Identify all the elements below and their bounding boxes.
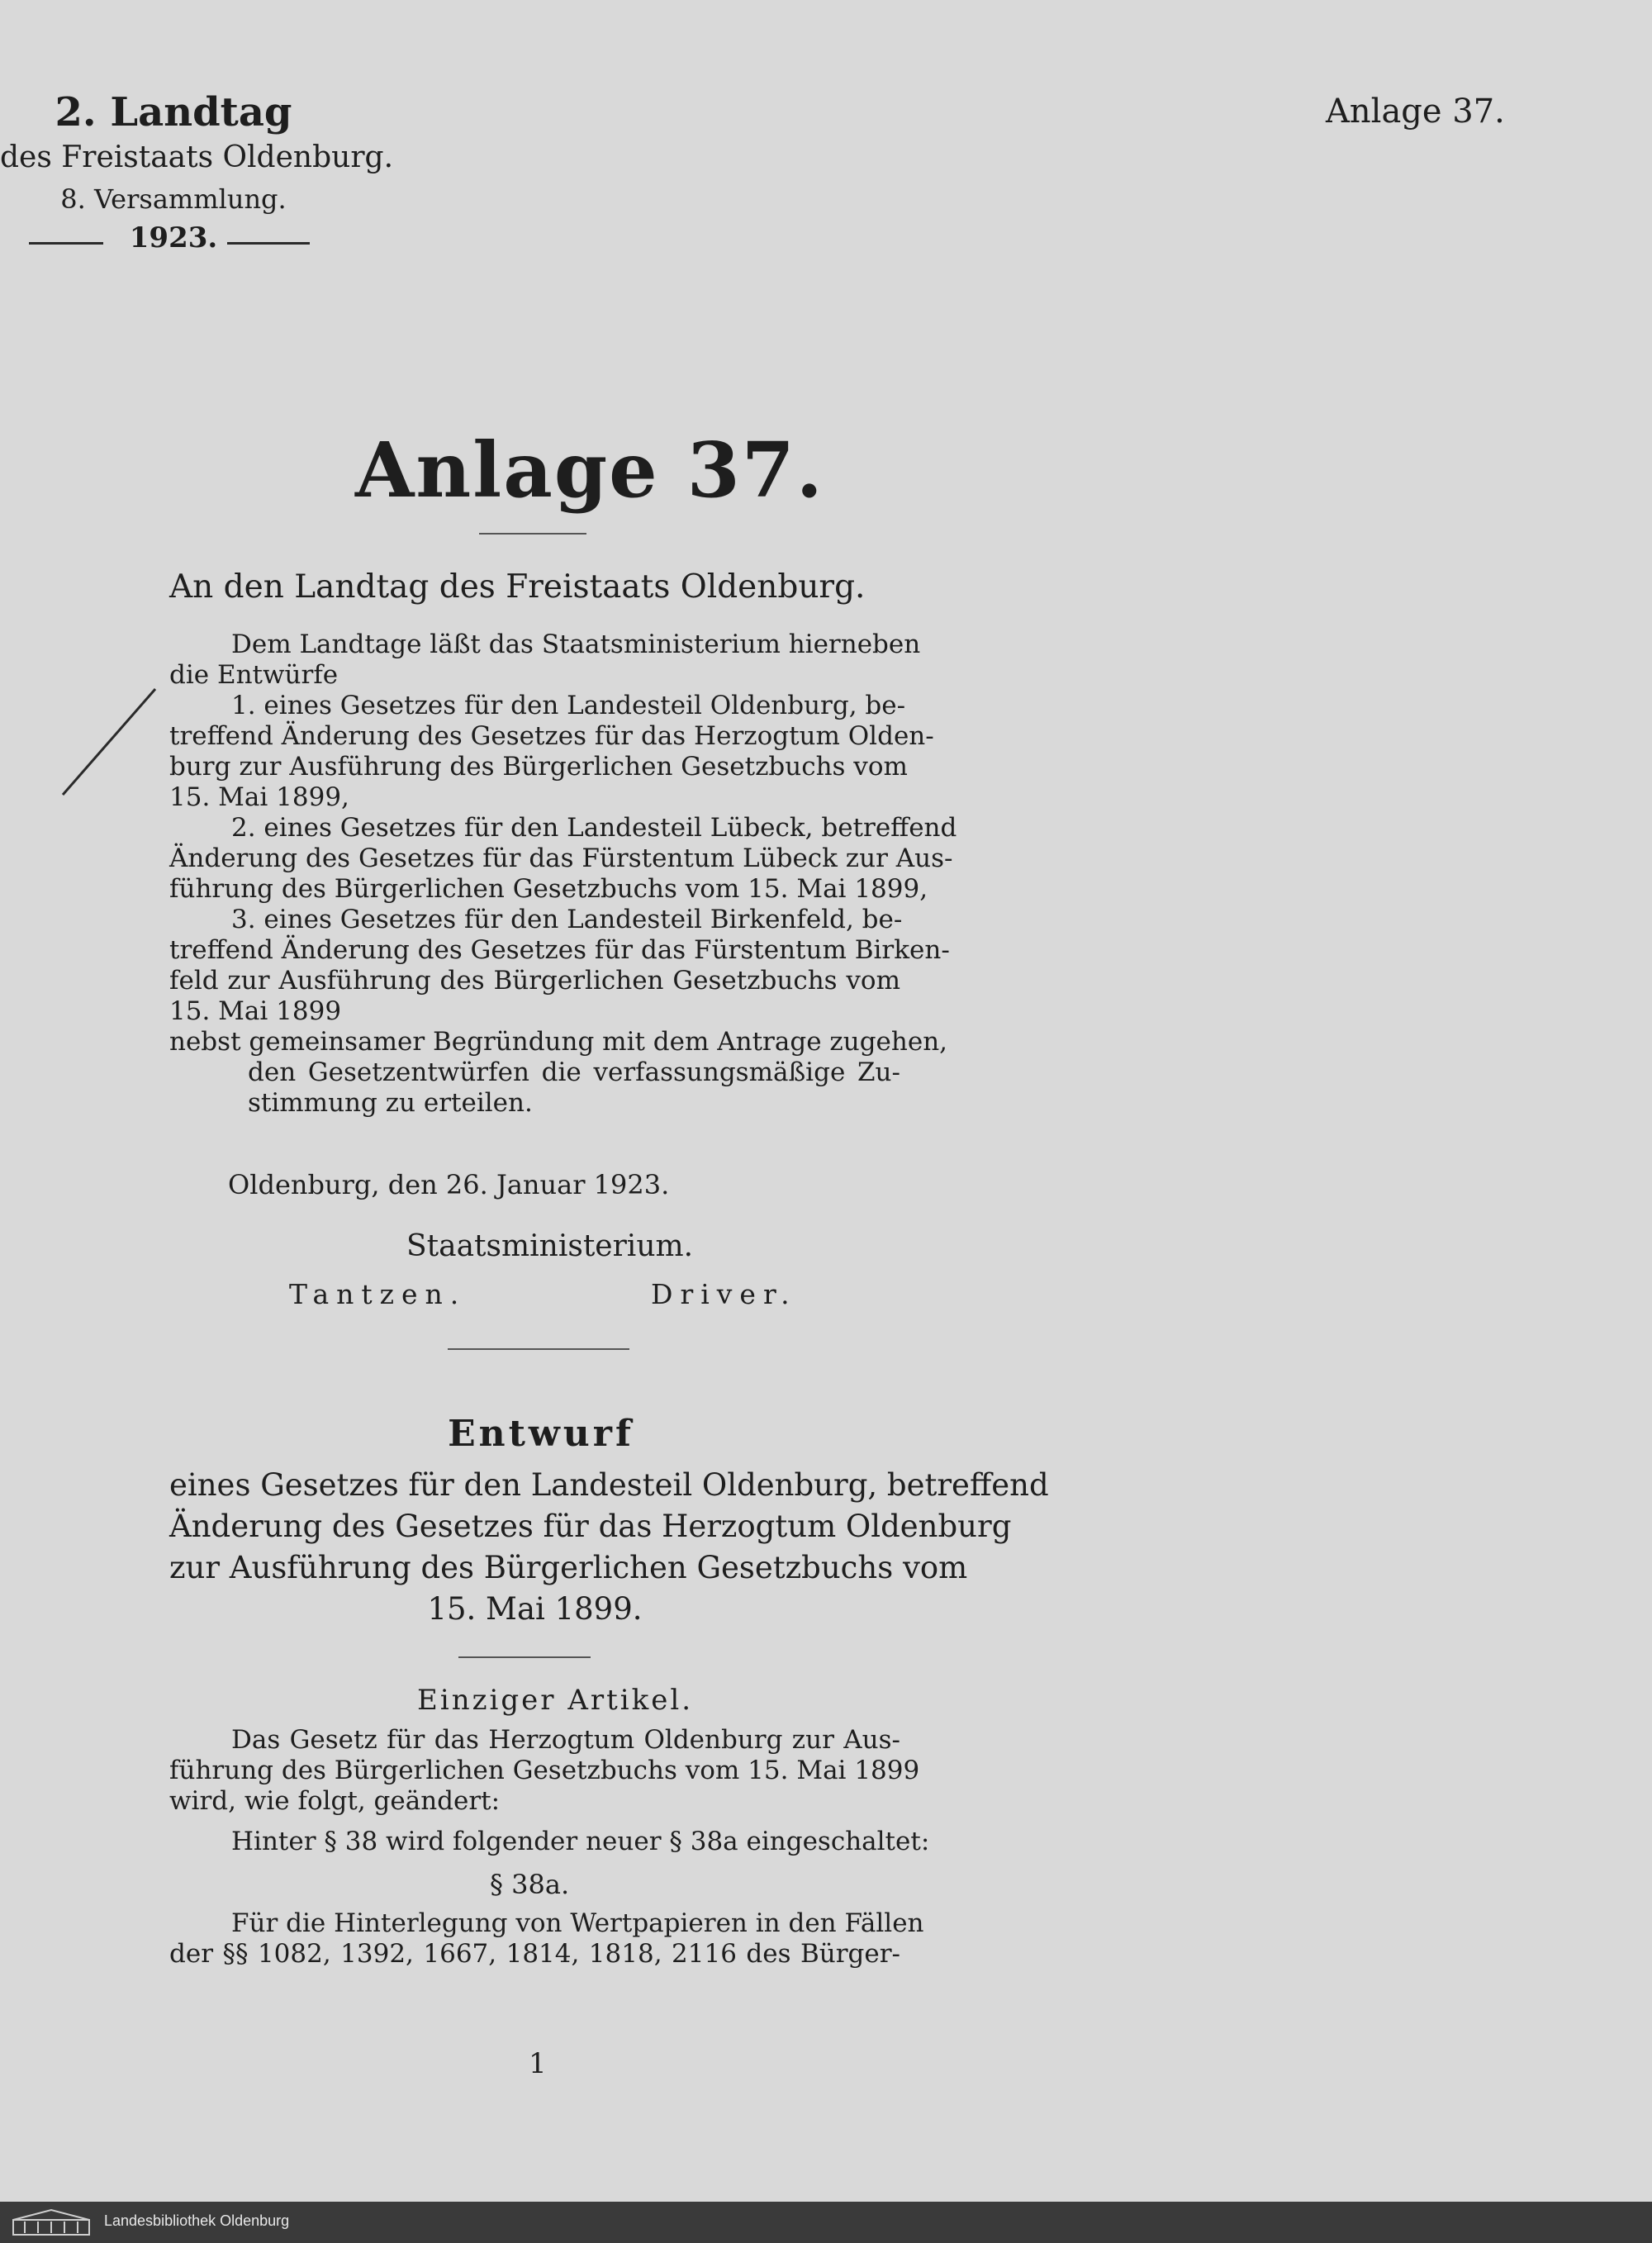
article-line: Hinter § 38 wird folgender neuer § 38a eingeschaltet: [231, 1827, 930, 1856]
draft-title-line: zur Ausführung des Bürgerlichen Gesetzbuchs vom [169, 1550, 968, 1585]
letter-body [169, 630, 957, 1119]
header-anlage-label: Anlage 37. [1326, 93, 1505, 131]
letter-line: stimmung zu erteilen. [248, 1088, 533, 1118]
draft-title-line: Änderung des Gesetzes für das Herzogtum Oldenburg [169, 1509, 1012, 1544]
letter-line: burg zur Ausführung des Bürgerlichen Gesetzbuchs vom [169, 752, 908, 782]
library-building-icon [12, 2208, 91, 2236]
place-date: Oldenburg, den 26. Januar 1923. [228, 1169, 670, 1200]
article-heading: Einziger Artikel. [417, 1684, 694, 1717]
header-versammlung: 8. Versammlung. [60, 183, 287, 215]
address-line: An den Landtag des Freistaats Oldenburg. [169, 568, 866, 606]
footer-bar [0, 2202, 1652, 2243]
letter-line: 1. eines Gesetzes für den Landesteil Oldenburg, be- [231, 691, 906, 720]
margin-pencil-mark [58, 686, 165, 801]
letter-line: Änderung des Gesetzes für das Fürstentum Lübeck zur Aus- [169, 844, 953, 873]
ministry-signature: Staatsministerium. [406, 1229, 694, 1263]
letter-line: 15. Mai 1899 [169, 996, 342, 1026]
header-freistaat: des Freistaats Oldenburg. [0, 140, 394, 174]
paragraph-line: Für die Hinterlegung von Wertpapieren in den Fällen [231, 1908, 924, 1938]
title-divider [479, 533, 586, 535]
draft-heading: Entwurf [448, 1413, 634, 1455]
letter-line: treffend Änderung des Gesetzes für das Fürstentum Birken- [169, 935, 950, 965]
letter-line: 3. eines Gesetzes für den Landesteil Birkenfeld, be- [231, 905, 903, 934]
page-number: 1 [529, 2047, 547, 2080]
header-landtag: 2. Landtag [55, 89, 292, 135]
article-body [169, 1725, 930, 1857]
paragraph-body [169, 1908, 924, 1970]
article-line: wird, wie folgt, geändert: [169, 1786, 501, 1816]
letter-line: die Entwürfe [169, 660, 339, 690]
paragraph-sign: § 38a. [490, 1869, 570, 1900]
article-line: Das Gesetz für das Herzogtum Oldenburg zur Aus- [231, 1725, 900, 1755]
draft-title-line: eines Gesetzes für den Landesteil Oldenburg, betreffend [169, 1467, 1049, 1503]
letter-line: nebst gemeinsamer Begründung mit dem Antrage zugehen, [169, 1027, 948, 1057]
page-title: Anlage 37. [355, 425, 824, 515]
letter-line: treffend Änderung des Gesetzes für das Herzogtum Olden- [169, 721, 934, 751]
letter-line: 2. eines Gesetzes für den Landesteil Lübeck, betreffend [231, 813, 957, 843]
library-name: Landesbibliothek Oldenburg [104, 2212, 290, 2229]
draft-divider [458, 1656, 591, 1658]
letter-line: Dem Landtage läßt das Staatsministerium hierneben [231, 630, 921, 659]
letter-line: den Gesetzentwürfen die verfassungsmäßige Zu- [248, 1057, 900, 1087]
header-rule-right [227, 242, 310, 245]
draft-title [169, 1465, 1049, 1630]
signature-tantzen: Tantzen. [289, 1278, 467, 1310]
signature-driver: Driver. [651, 1278, 797, 1310]
header-year: 1923. [129, 221, 218, 254]
letter-line: feld zur Ausführung des Bürgerlichen Gesetzbuchs vom [169, 966, 900, 996]
article-line: führung des Bürgerlichen Gesetzbuchs vom 15. Mai 1899 [169, 1756, 920, 1785]
draft-title-line: 15. Mai 1899. [427, 1591, 643, 1627]
letter-line: 15. Mai 1899, [169, 782, 349, 812]
paragraph-line: der §§ 1082, 1392, 1667, 1814, 1818, 2116 des Bürger- [169, 1939, 900, 1969]
section-divider [448, 1348, 629, 1350]
letter-line: führung des Bürgerlichen Gesetzbuchs vom 15. Mai 1899, [169, 874, 928, 904]
